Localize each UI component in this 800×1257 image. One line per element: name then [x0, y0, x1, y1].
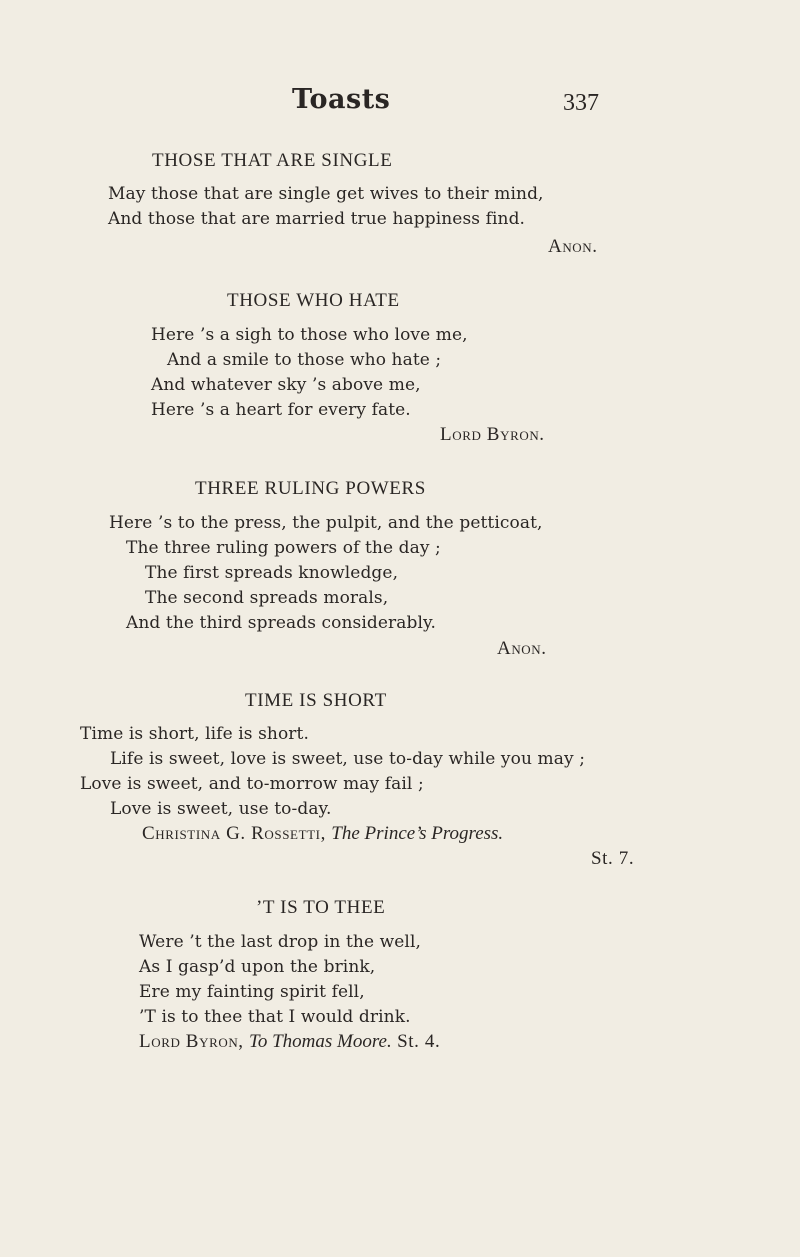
toast-heading: ’T IS TO THEE — [256, 897, 386, 918]
verse-line: The three ruling powers of the day ; — [126, 538, 441, 558]
attribution-reference: St. 4. — [397, 1031, 441, 1052]
toast-heading: THREE RULING POWERS — [195, 478, 426, 499]
attribution-reference: St. 7. — [591, 848, 635, 869]
verse-line: Here ’s a heart for every fate. — [151, 400, 411, 420]
attribution: Lord Byron. — [440, 424, 545, 445]
verse-line: May those that are single get wives to their mind, — [108, 184, 544, 204]
verse-line: Were ’t the last drop in the well, — [139, 932, 422, 952]
attribution-work: The Prince’s Progress. — [331, 823, 504, 844]
verse-line: And those that are married true happiness find. — [108, 209, 526, 229]
toast-heading: TIME IS SHORT — [245, 690, 387, 711]
attribution-author: Lord Byron, — [139, 1031, 244, 1052]
attribution: Anon. — [497, 638, 547, 659]
verse-line: And whatever sky ’s above me, — [151, 375, 421, 395]
toast-heading: THOSE WHO HATE — [227, 290, 400, 311]
attribution-work: To Thomas Moore. — [249, 1031, 392, 1052]
verse-line: Ere my fainting spirit fell, — [139, 982, 365, 1002]
verse-line: And a smile to those who hate ; — [167, 350, 442, 370]
verse-line: Here ’s a sigh to those who love me, — [151, 325, 468, 345]
toast-heading: THOSE THAT ARE SINGLE — [152, 150, 393, 171]
verse-line: The first spreads knowledge, — [145, 563, 399, 583]
verse-line: Love is sweet, and to-morrow may fail ; — [80, 774, 424, 794]
page-number: 337 — [563, 90, 599, 116]
verse-line: ’T is to thee that I would drink. — [139, 1007, 411, 1027]
verse-line: Time is short, life is short. — [80, 724, 309, 744]
verse-line: Love is sweet, use to-day. — [110, 799, 332, 819]
verse-line: Life is sweet, love is sweet, use to-day while you may ; — [110, 749, 586, 769]
verse-line: As I gasp’d upon the brink, — [139, 957, 376, 977]
verse-line: And the third spreads considerably. — [126, 613, 436, 633]
attribution-line — [139, 1031, 440, 1053]
attribution: Anon. — [548, 236, 598, 257]
running-title: Toasts — [292, 84, 391, 115]
running-head — [0, 84, 800, 124]
attribution-author: Christina G. Rossetti, — [142, 823, 326, 844]
verse-line: The second spreads morals, — [145, 588, 389, 608]
attribution-line — [142, 823, 503, 845]
verse-line: Here ’s to the press, the pulpit, and the petticoat, — [109, 513, 543, 533]
